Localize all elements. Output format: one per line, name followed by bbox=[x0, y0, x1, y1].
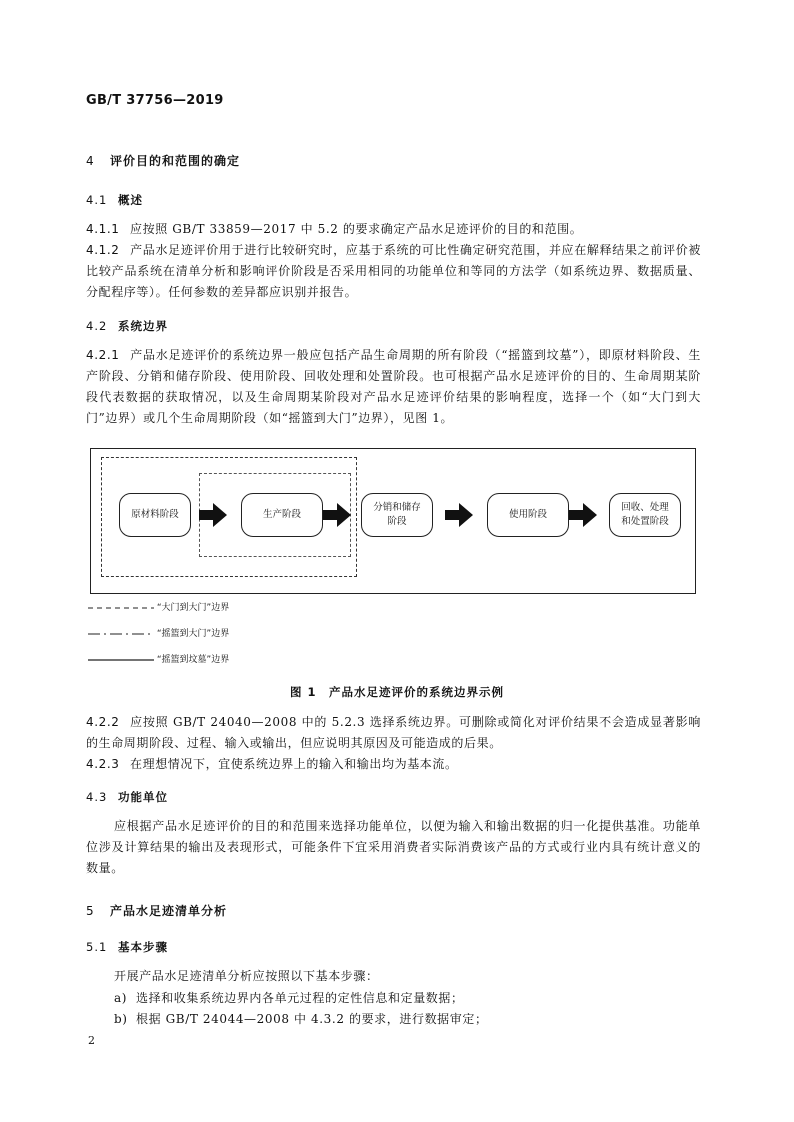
section-title: 基本步骤 bbox=[118, 940, 168, 954]
stage-use: 使用阶段 bbox=[487, 493, 569, 537]
section-title: 概述 bbox=[118, 193, 143, 207]
paragraph-4-1-2 bbox=[86, 240, 701, 303]
section-title: 功能单位 bbox=[118, 790, 168, 804]
legend-cradle-to-grave bbox=[88, 652, 229, 665]
section-4-3-heading bbox=[86, 789, 168, 805]
paragraph-4-1-1 bbox=[86, 219, 701, 240]
section-title: 产品水足迹清单分析 bbox=[110, 904, 228, 918]
paragraph-4-2-3 bbox=[86, 754, 701, 775]
list-item-b bbox=[114, 1009, 704, 1030]
legend-cradle-to-gate bbox=[88, 626, 229, 639]
figure-caption: 图 1 产品水足迹评价的系统边界示例 bbox=[289, 685, 504, 699]
clause-number: 4.2.3 bbox=[86, 757, 120, 771]
clause-number: 4.2.1 bbox=[86, 348, 120, 362]
clause-number: 4.1.2 bbox=[86, 243, 120, 257]
stage-production: 生产阶段 bbox=[241, 493, 323, 537]
legend-label: “摇篮到大门”边界 bbox=[156, 629, 230, 639]
section-number: 4.2 bbox=[86, 319, 108, 333]
section-number: 5.1 bbox=[86, 940, 108, 954]
section-4-2-heading bbox=[86, 318, 168, 334]
page-number: 2 bbox=[88, 1034, 95, 1047]
clause-text: 应按照 GB/T 33859—2017 中 5.2 的要求确定产品水足迹评价的目的和范围。 bbox=[130, 222, 583, 236]
section-number: 4 bbox=[86, 154, 95, 168]
stage-raw-material: 原材料阶段 bbox=[119, 493, 191, 537]
list-label: a) bbox=[114, 991, 128, 1005]
arrow-icon bbox=[569, 503, 597, 527]
section-4-heading bbox=[86, 152, 240, 169]
list-label: b) bbox=[114, 1012, 128, 1026]
dash-dot-line-icon bbox=[88, 630, 154, 638]
list-text: 选择和收集系统边界内各单元过程的定性信息和定量数据； bbox=[136, 991, 464, 1005]
section-number: 4.3 bbox=[86, 790, 108, 804]
solid-line-icon bbox=[88, 656, 154, 664]
dashed-line-icon bbox=[88, 604, 154, 612]
legend-gate-to-gate bbox=[88, 600, 229, 613]
section-5-1-heading bbox=[86, 939, 168, 955]
legend-label: “摇篮到坟墓”边界 bbox=[156, 655, 230, 665]
clause-text: 在理想情况下，宜使系统边界上的输入和输出均为基本流。 bbox=[130, 757, 458, 771]
stage-recycling-disposal: 回收、处理 和处置阶段 bbox=[609, 493, 681, 537]
section-number: 5 bbox=[86, 904, 95, 918]
section-title: 评价目的和范围的确定 bbox=[110, 154, 241, 168]
paragraph-4-2-2 bbox=[86, 712, 701, 754]
system-boundary-diagram bbox=[90, 448, 696, 594]
arrow-icon bbox=[199, 503, 227, 527]
paragraph-4-3: 应根据产品水足迹评价的目的和范围来选择功能单位，以便为输入和输出数据的归一化提供基准。功能单位涉及计算结果的输出及表现形式，可能条件下宜采用消费者实际消费该产品的方式或行业内具有统计意义的数量。 bbox=[86, 819, 701, 875]
section-5-heading bbox=[86, 902, 227, 919]
paragraph-5-1: 开展产品水足迹清单分析应按照以下基本步骤： bbox=[114, 969, 379, 983]
stage-distribution-storage: 分销和储存 阶段 bbox=[361, 493, 433, 537]
arrow-icon bbox=[323, 503, 351, 527]
clause-text: 产品水足迹评价用于进行比较研究时，应基于系统的可比性确定研究范围，并应在解释结果之前评价被比较产品系统在清单分析和影响评价阶段是否采用相同的功能单位和等同的方法学（如系统边界、数据质量、分配程序等）。任何参数的差异都应识别并报告。 bbox=[86, 243, 701, 299]
clause-text: 应按照 GB/T 24040—2008 中的 5.2.3 选择系统边界。可删除或简化对评价结果不会造成显著影响的生命周期阶段、过程、输入或输出，但应说明其原因及可能造成的后果。 bbox=[86, 715, 701, 750]
section-4-1-heading bbox=[86, 192, 143, 208]
document-header: GB/T 37756—2019 bbox=[86, 93, 224, 108]
arrow-icon bbox=[445, 503, 473, 527]
list-item-a bbox=[114, 988, 704, 1009]
section-title: 系统边界 bbox=[118, 319, 168, 333]
clause-number: 4.2.2 bbox=[86, 715, 120, 729]
paragraph-4-2-1 bbox=[86, 345, 701, 429]
legend-label: “大门到大门”边界 bbox=[156, 603, 230, 613]
clause-text: 产品水足迹评价的系统边界一般应包括产品生命周期的所有阶段（“摇篮到坟墓”），即原材料阶段、生产阶段、分销和储存阶段、使用阶段、回收处理和处置阶段。也可根据产品水足迹评价的目的、生命周期某阶段代表数据的获取情况，以及生命周期某阶段对产品水足迹评价结果的影响程度，选择一个（如“大门到大门”边界）或几个生命周期阶段（如“摇篮到大门”边界），见图 1。 bbox=[86, 348, 701, 425]
section-number: 4.1 bbox=[86, 193, 108, 207]
list-text: 根据 GB/T 24044—2008 中 4.3.2 的要求，进行数据审定； bbox=[136, 1012, 488, 1026]
clause-number: 4.1.1 bbox=[86, 222, 120, 236]
